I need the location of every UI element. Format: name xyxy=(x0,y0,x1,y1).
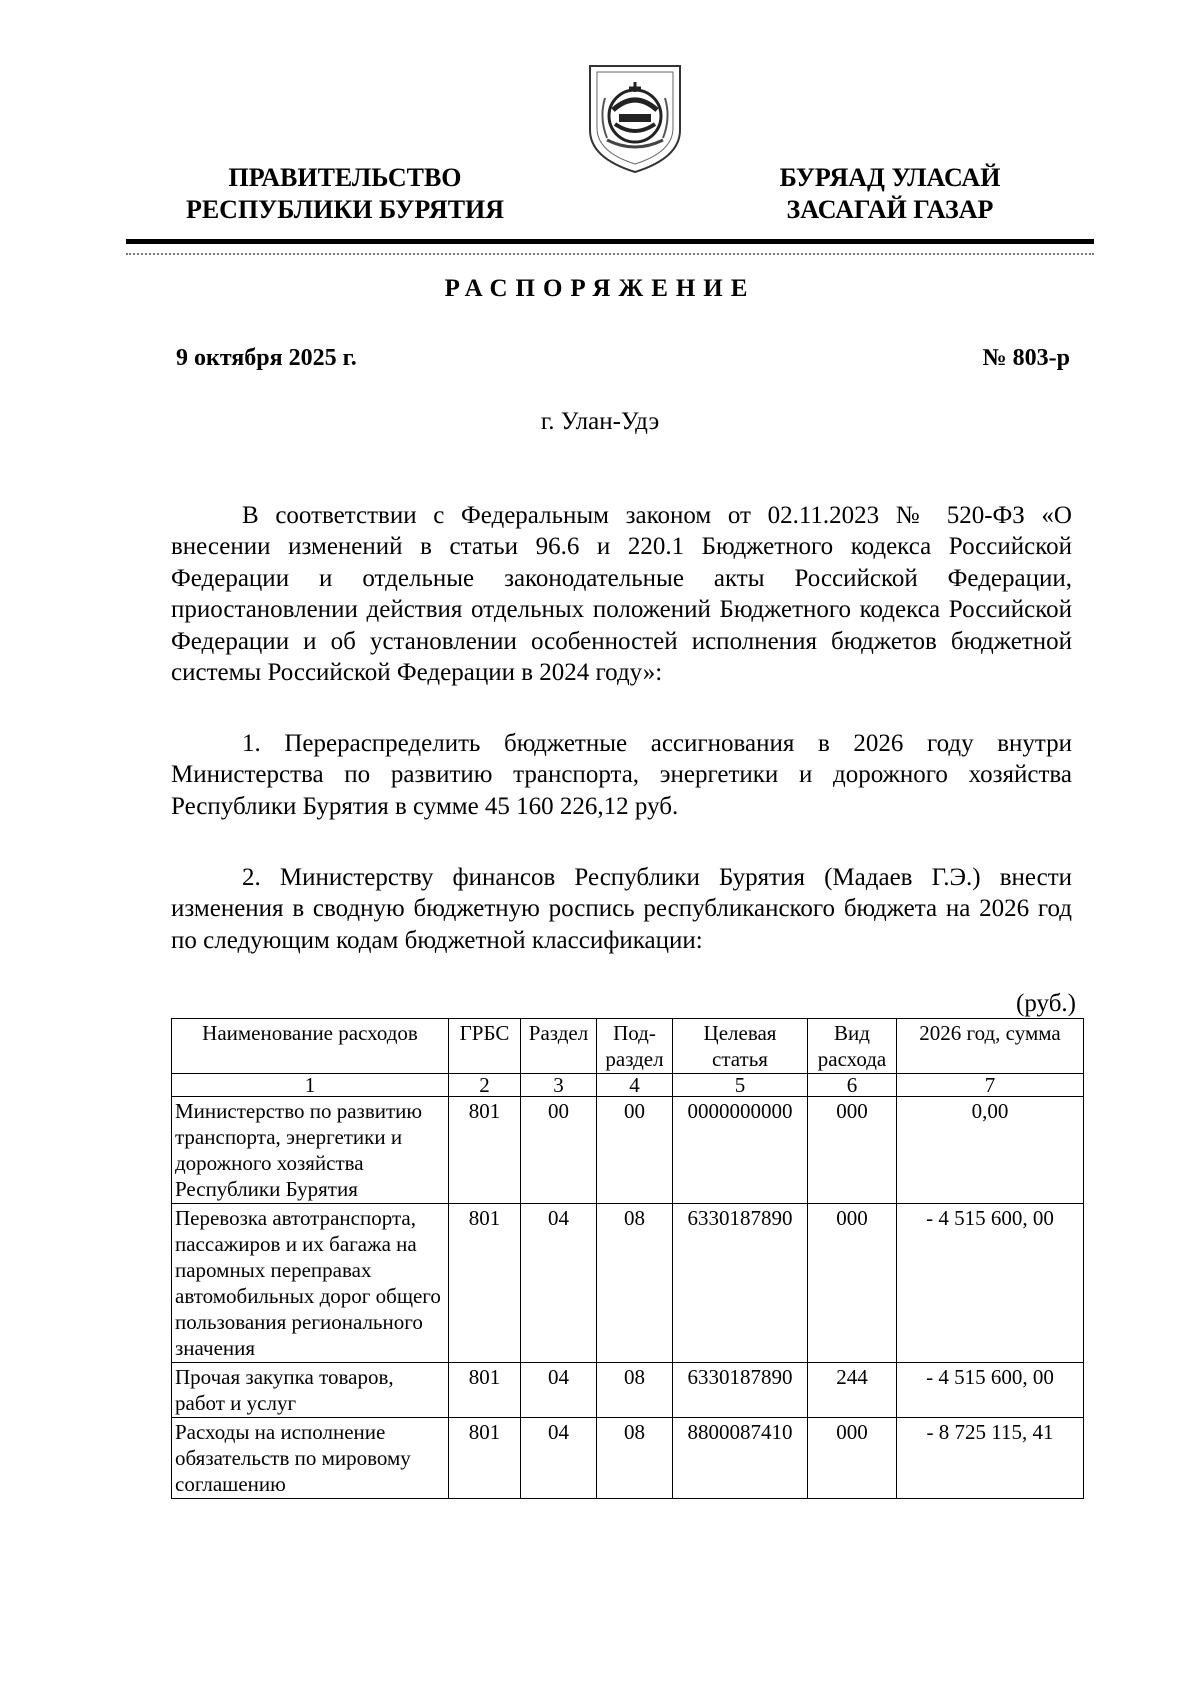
document-city: г. Улан-Удэ xyxy=(540,408,660,435)
row-section: 04 xyxy=(521,1418,597,1499)
row-grbs: 801 xyxy=(449,1363,521,1418)
preamble-paragraph: В соответствии с Федеральным законом от 02.11.2023 № 520-ФЗ «О внесении изменений в статьи 96.6 и 220.1 Бюджетного кодекса Российской Федерации и отдельные законодательные акты Российской Федерации, приостановлении действия отдельных положений Бюджетного кодекса Российской Федерации и об установлении особенностей исполнения бюджетов бюджетной системы Российской Федерации в 2024 году»: xyxy=(171,502,1072,687)
column-number: 3 xyxy=(521,1074,597,1097)
row-subsection: 08 xyxy=(597,1418,673,1499)
government-name-russian xyxy=(160,162,530,226)
header-divider-dotted xyxy=(126,253,1094,255)
row-grbs: 801 xyxy=(449,1097,521,1204)
table-row xyxy=(172,1418,1084,1499)
column-number: 1 xyxy=(172,1074,449,1097)
row-amount: 0,00 xyxy=(897,1097,1084,1204)
row-expense-type: 000 xyxy=(808,1097,897,1204)
row-name: Прочая закупка товаров, работ и услуг xyxy=(172,1363,449,1418)
row-target: 8800087410 xyxy=(673,1418,808,1499)
column-number: 5 xyxy=(673,1074,808,1097)
header-divider-thick xyxy=(126,239,1094,244)
column-number: 6 xyxy=(808,1074,897,1097)
table-header-row xyxy=(172,1019,1084,1074)
row-amount: - 4 515 600, 00 xyxy=(897,1204,1084,1363)
column-number: 2 xyxy=(449,1074,521,1097)
column-header-section: Раздел xyxy=(521,1019,597,1074)
column-number: 4 xyxy=(597,1074,673,1097)
row-name: Министерство по развитию транспорта, энергетики и дорожного хозяйства Республики Бурятия xyxy=(172,1097,449,1204)
column-header-target: Целевая статья xyxy=(673,1019,808,1074)
row-subsection: 00 xyxy=(597,1097,673,1204)
row-target: 0000000000 xyxy=(673,1097,808,1204)
row-amount: - 4 515 600, 00 xyxy=(897,1363,1084,1418)
government-name-buryat-line-1: БУРЯАД УЛАСАЙ xyxy=(779,163,1001,192)
government-name-buryat xyxy=(740,162,1040,226)
document-type-title: РАСПОРЯЖЕНИЕ xyxy=(444,275,756,302)
column-header-name: Наименование расходов xyxy=(172,1019,449,1074)
row-name: Расходы на исполнение обязательств по мировому соглашению xyxy=(172,1418,449,1499)
table-unit-label: (руб.) xyxy=(1016,990,1076,1017)
row-section: 04 xyxy=(521,1204,597,1363)
row-section: 04 xyxy=(521,1363,597,1418)
row-amount: - 8 725 115, 41 xyxy=(897,1418,1084,1499)
government-name-buryat-line-2: ЗАСАГАЙ ГАЗАР xyxy=(786,195,994,224)
document-number: № 803-р xyxy=(982,345,1070,371)
row-expense-type: 000 xyxy=(808,1418,897,1499)
row-grbs: 801 xyxy=(449,1204,521,1363)
row-name: Перевозка автотранспорта, пассажиров и их багажа на паромных переправах автомобильных дорог общего пользования регионального значения xyxy=(172,1204,449,1363)
government-name-line-1: ПРАВИТЕЛЬСТВО xyxy=(228,163,462,192)
row-subsection: 08 xyxy=(597,1363,673,1418)
row-grbs: 801 xyxy=(449,1418,521,1499)
table-row xyxy=(172,1097,1084,1204)
row-target: 6330187890 xyxy=(673,1204,808,1363)
row-subsection: 08 xyxy=(597,1204,673,1363)
column-header-expense-type: Вид расхода xyxy=(808,1019,897,1074)
document-date: 9 октября 2025 г. xyxy=(176,345,357,371)
column-header-amount: 2026 год, сумма xyxy=(897,1019,1084,1074)
row-target: 6330187890 xyxy=(673,1363,808,1418)
column-number: 7 xyxy=(897,1074,1084,1097)
government-name-line-2: РЕСПУБЛИКИ БУРЯТИЯ xyxy=(185,195,505,224)
item-1-paragraph: 1. Перераспределить бюджетные ассигнования в 2026 году внутри Министерства по развитию транспорта, энергетики и дорожного хозяйства Республики Бурятия в сумме 45 160 226,12 руб. xyxy=(171,730,1072,820)
coat-of-arms-emblem xyxy=(585,58,685,176)
budget-classification-table xyxy=(171,1018,1084,1499)
table-row xyxy=(172,1363,1084,1418)
row-expense-type: 244 xyxy=(808,1363,897,1418)
table-row xyxy=(172,1204,1084,1363)
column-header-grbs: ГРБС xyxy=(449,1019,521,1074)
item-2-paragraph: 2. Министерству финансов Республики Бурятия (Мадаев Г.Э.) внести изменения в сводную бюджетную роспись республиканского бюджета на 2026 год по следующим кодам бюджетной классификации: xyxy=(171,864,1072,954)
column-number-row xyxy=(172,1074,1084,1097)
row-section: 00 xyxy=(521,1097,597,1204)
column-header-subsection: Под-раздел xyxy=(597,1019,673,1074)
row-expense-type: 000 xyxy=(808,1204,897,1363)
